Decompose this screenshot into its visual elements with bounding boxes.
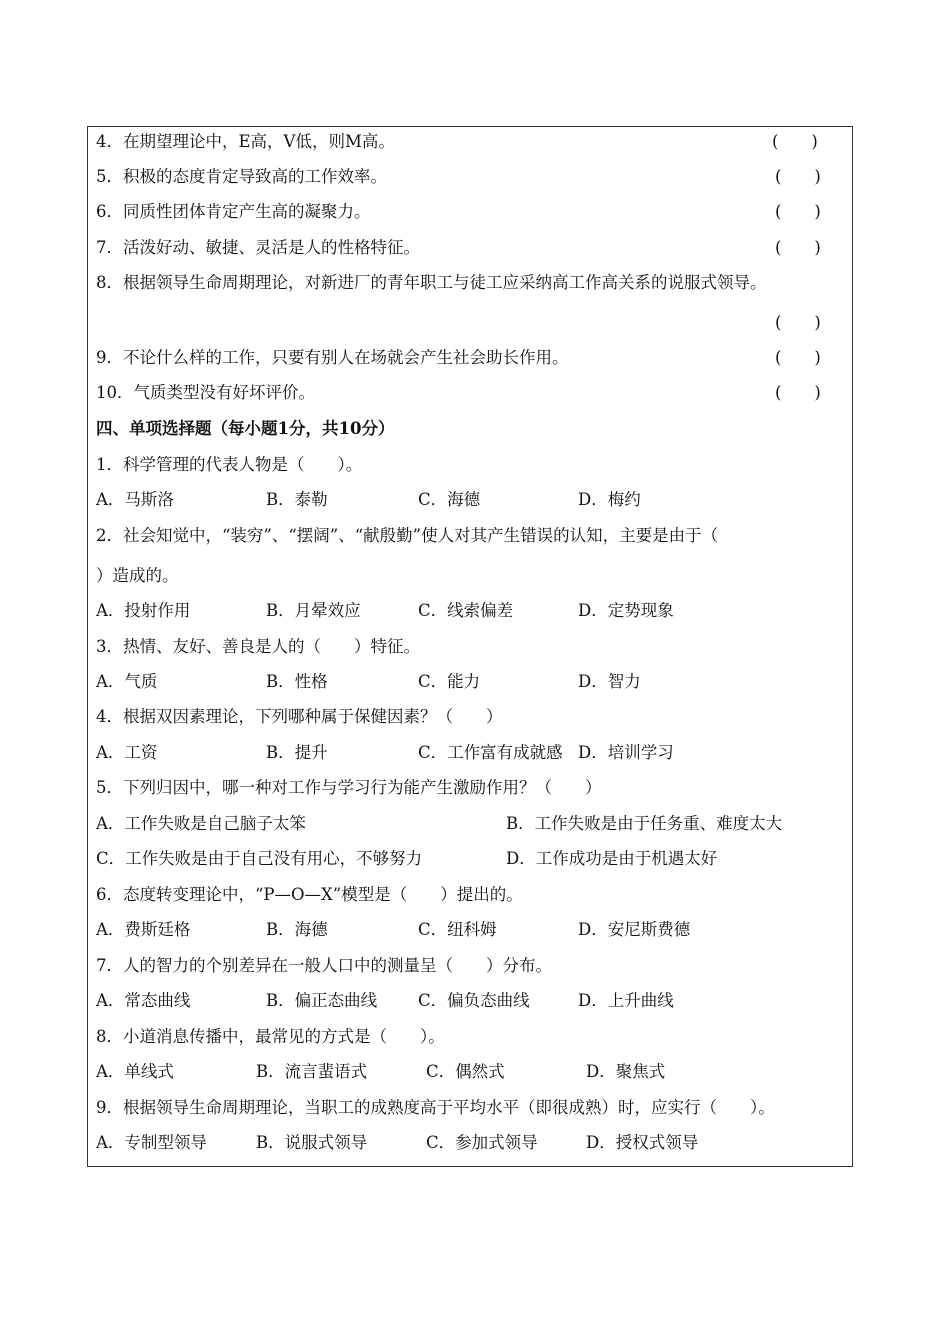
judgment-item: 4．在期望理论中，E高，V低，则M高。: [96, 132, 395, 151]
question: 2．社会知觉中，“装穷”、“摆阔”、“献殷勤”使人对其产生错误的认知，主要是由于（: [96, 526, 719, 545]
option-d: D．工作成功是由于机遇太好: [506, 849, 718, 868]
answer-paren: ( ): [772, 132, 818, 151]
judgment-item: 8．根据领导生命周期理论，对新进厂的青年职工与徒工应采纳高工作高关系的说服式领导。: [96, 273, 767, 292]
option-d: D．智力: [578, 672, 641, 691]
question: 3．热情、友好、善良是人的（ ）特征。: [96, 637, 420, 656]
section-heading: 四、单项选择题（每小题1分，共10分）: [96, 419, 395, 438]
answer-paren: ( ): [775, 313, 821, 332]
option-b: B．性格: [266, 672, 328, 691]
option-a: A．马斯洛: [96, 490, 174, 509]
answer-paren: ( ): [775, 238, 821, 257]
option-c: C．纽科姆: [418, 920, 497, 939]
answer-paren: ( ): [775, 383, 821, 402]
question: 8．小道消息传播中，最常见的方式是（ ）。: [96, 1027, 445, 1046]
answer-paren: ( ): [775, 202, 821, 221]
judgment-item: 5．积极的态度肯定导致高的工作效率。: [96, 167, 387, 186]
option-a: A．投射作用: [96, 601, 191, 620]
option-a: A．费斯廷格: [96, 920, 191, 939]
judgment-item: 7．活泼好动、敏捷、灵活是人的性格特征。: [96, 238, 420, 257]
option-c: C．海德: [418, 490, 481, 509]
question: 6．态度转变理论中，“P—O—X”模型是（ ）提出的。: [96, 885, 523, 904]
answer-paren: ( ): [775, 348, 821, 367]
question: 4．根据双因素理论，下列哪种属于保健因素？（ ）: [96, 707, 503, 726]
question: 5．下列归因中，哪一种对工作与学习行为能产生激励作用？（ ）: [96, 778, 602, 797]
option-c: C．偏负态曲线: [418, 991, 530, 1010]
judgment-item: 6．同质性团体肯定产生高的凝聚力。: [96, 202, 371, 221]
option-b: B．工作失败是由于任务重、难度太大: [506, 814, 783, 833]
question: 1．科学管理的代表人物是（ ）。: [96, 455, 363, 474]
option-c: C．线索偏差: [418, 601, 514, 620]
option-d: D．聚焦式: [586, 1062, 666, 1081]
option-a: A．单线式: [96, 1062, 174, 1081]
option-c: C．能力: [418, 672, 481, 691]
option-b: B．偏正态曲线: [266, 991, 378, 1010]
option-d: D．梅约: [578, 490, 641, 509]
option-d: D．安尼斯费德: [578, 920, 691, 939]
option-a: A．常态曲线: [96, 991, 191, 1010]
option-d: D．授权式领导: [586, 1133, 699, 1152]
option-a: A．工作失败是自己脑子太笨: [96, 814, 306, 833]
option-a: A．气质: [96, 672, 158, 691]
option-c: C．参加式领导: [426, 1133, 538, 1152]
option-c: C．工作失败是由于自己没有用心，不够努力: [96, 849, 423, 868]
question-continued: ）造成的。: [96, 566, 179, 585]
option-a: A．专制型领导: [96, 1133, 207, 1152]
option-c: C．偶然式: [426, 1062, 505, 1081]
judgment-item: 10．气质类型没有好坏评价。: [96, 383, 315, 402]
option-b: B．海德: [266, 920, 328, 939]
option-a: A．工资: [96, 743, 158, 762]
option-b: B．泰勒: [266, 490, 328, 509]
option-b: B．说服式领导: [256, 1133, 368, 1152]
question: 7．人的智力的个别差异在一般人口中的测量呈（ ）分布。: [96, 956, 552, 975]
option-d: D．上升曲线: [578, 991, 674, 1010]
option-c: C．工作富有成就感: [418, 743, 563, 762]
option-b: B．提升: [266, 743, 328, 762]
option-b: B．月晕效应: [266, 601, 361, 620]
answer-paren: ( ): [775, 167, 821, 186]
option-d: D．定势现象: [578, 601, 674, 620]
option-d: D．培训学习: [578, 743, 674, 762]
question: 9．根据领导生命周期理论，当职工的成熟度高于平均水平（即很成熟）时，应实行（ ）。: [96, 1098, 775, 1117]
judgment-item: 9．不论什么样的工作，只要有别人在场就会产生社会助长作用。: [96, 348, 569, 367]
option-b: B．流言蜚语式: [256, 1062, 368, 1081]
